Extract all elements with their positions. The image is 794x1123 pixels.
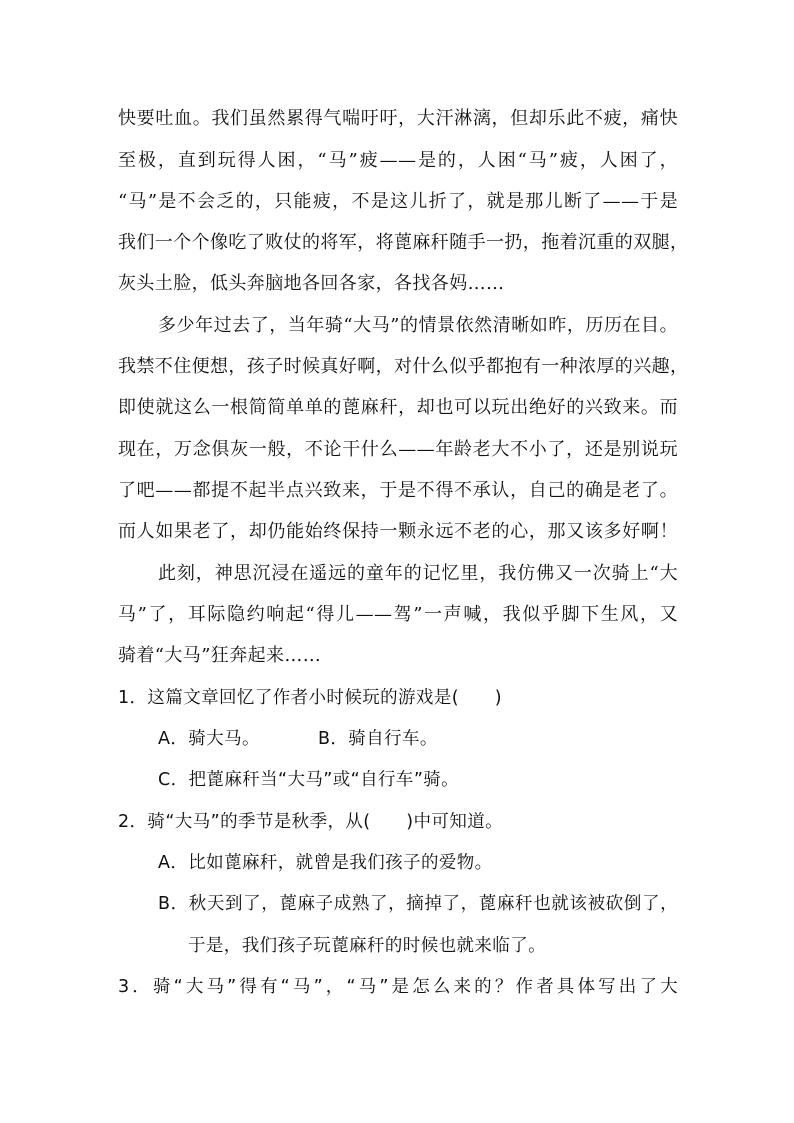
passage-line: 马”了，耳际隐约响起“得儿——驾”一声喊，我似乎脚下生风，又 [118, 604, 678, 625]
passage-line: 我禁不住便想，孩子时候真好啊，对什么似乎都抱有一种浓厚的兴趣， [118, 356, 689, 377]
passage-line: 了吧——都提不起半点兴致来，于是不得不承认，自己的确是老了。 [118, 480, 678, 501]
passage-line: 灰头土脸，低头奔脑地各回各家，各找各妈…… [118, 273, 505, 294]
question-2-option-b-continued: 于是，我们孩子玩蓖麻秆的时候也就来临了。 [188, 936, 546, 956]
passage-line: 即使就这么一根简简单单的蓖麻秆，却也可以玩出绝好的兴致来。而 [118, 397, 678, 418]
passage-line: 而人如果老了，却仍能始终保持一颗永远不老的心，那又该多好啊！ [118, 521, 678, 542]
passage-line: 此刻，神思沉浸在遥远的童年的记忆里，我仿佛又一次骑上“大 [158, 563, 678, 584]
question-1-option-a: A．骑大马。 [158, 729, 260, 749]
passage-line: 至极，直到玩得人困，“马”疲——是的，人困“马”疲，人困了， [118, 150, 678, 171]
question-1-option-c: C．把蓖麻秆当“大马”或“自行车”骑。 [158, 770, 460, 790]
question-1-stem: 1．这篇文章回忆了作者小时候玩的游戏是( ) [118, 688, 502, 708]
question-1-option-b: B．骑自行车。 [318, 729, 438, 749]
passage-line: 快要吐血。我们虽然累得气喘吁吁，大汗淋漓，但却乐此不疲，痛快 [118, 108, 678, 129]
passage-line: 骑着“大马”狂奔起来…… [118, 645, 322, 666]
question-2-stem: 2．骑“大马”的季节是秋季，从( )中可知道。 [118, 812, 504, 832]
question-3-stem: 3．骑“大马”得有“马”，“马”是怎么来的？作者具体写出了大 [118, 977, 678, 997]
question-2-option-b: B．秋天到了，蓖麻子成熟了，摘掉了，蓖麻秆也就该被砍倒了， [158, 894, 678, 914]
passage-line: 现在，万念俱灰一般，不论干什么——年龄老大不小了，还是别说玩 [118, 439, 678, 460]
passage-line: 我们一个个像吃了败仗的将军，将蓖麻秆随手一扔，拖着沉重的双腿， [118, 232, 689, 253]
question-2-option-a: A．比如蓖麻秆，就曾是我们孩子的爱物。 [158, 853, 493, 873]
passage-line: 多少年过去了，当年骑“大马”的情景依然清晰如昨，历历在目。 [158, 315, 678, 336]
passage-line: “马”是不会乏的，只能疲，不是这儿折了，就是那儿断了——于是 [118, 191, 678, 212]
